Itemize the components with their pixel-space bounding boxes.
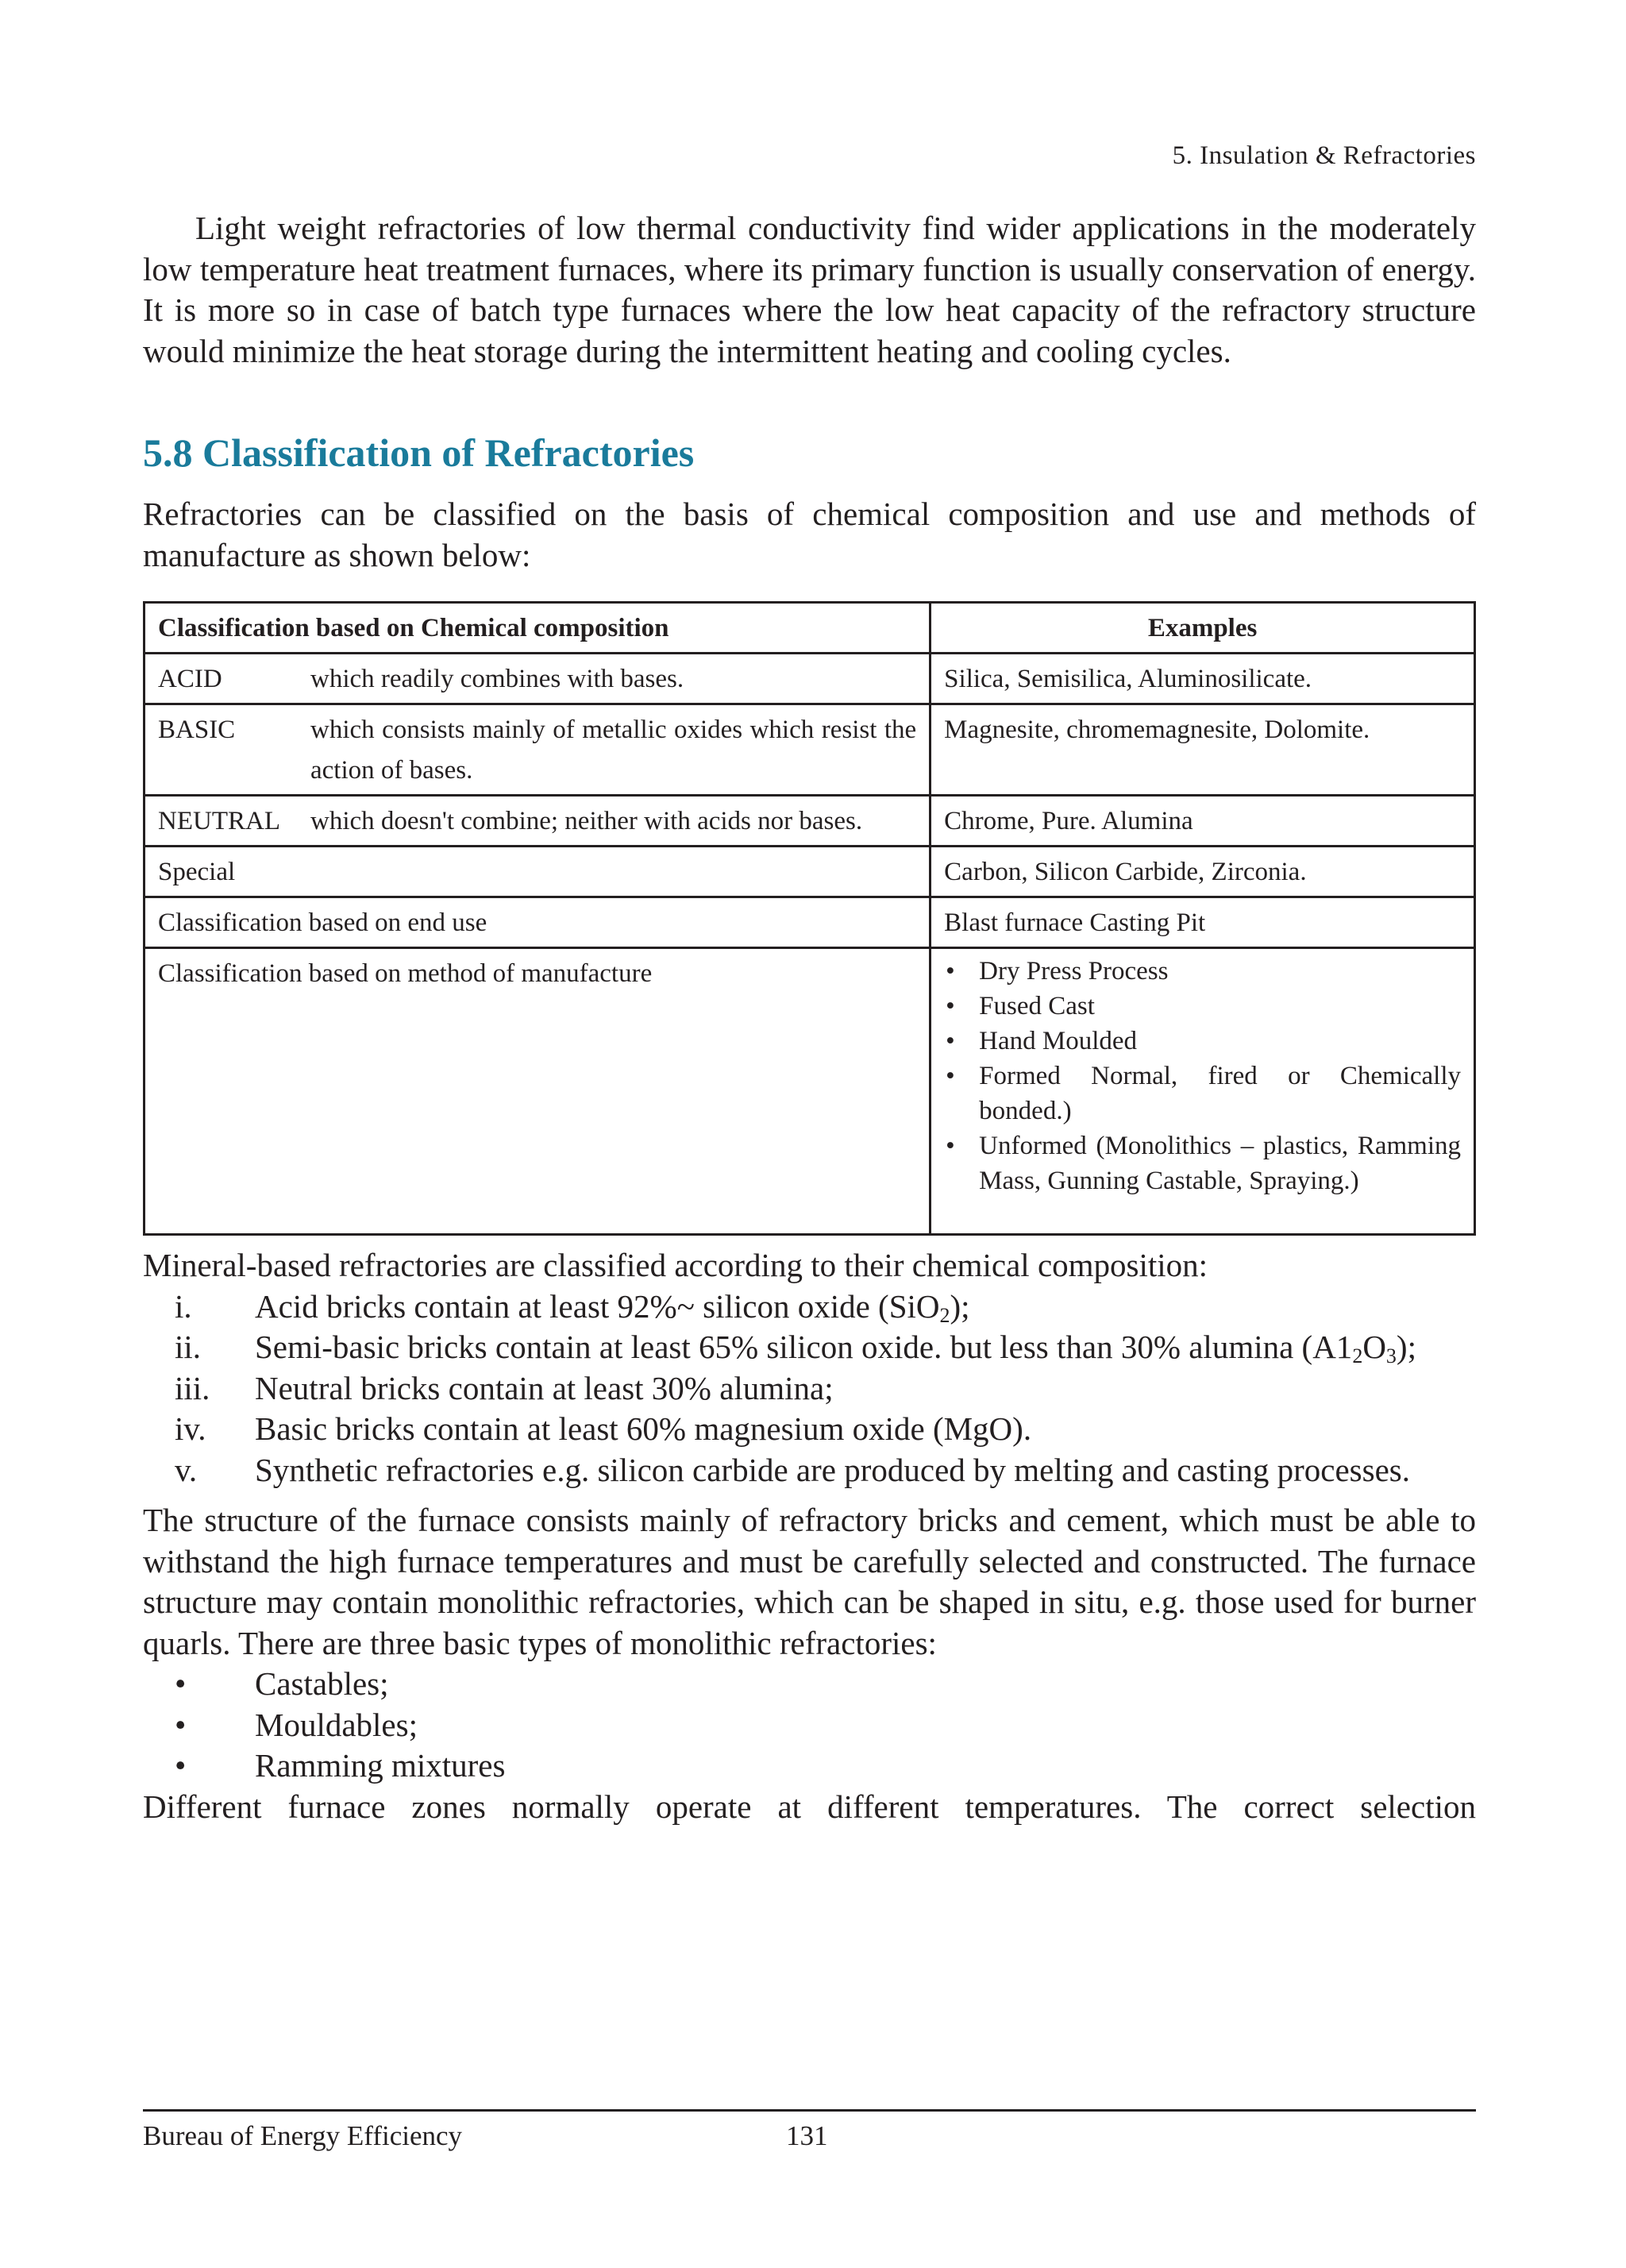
manufacture-label: Classification based on method of manufacture xyxy=(144,948,931,1235)
table-row xyxy=(144,654,1475,704)
list-item: • Castables; xyxy=(143,1664,1476,1705)
manufacture-methods-list xyxy=(944,954,1461,1230)
running-head: 5. Insulation & Refractories xyxy=(1172,141,1476,170)
bullet-icon: • xyxy=(946,992,955,1020)
table-header-row xyxy=(144,603,1475,654)
category-description: which readily combines with bases. xyxy=(310,665,684,693)
category-description xyxy=(310,852,916,893)
category-cell xyxy=(144,704,931,796)
category-name: Special xyxy=(158,858,236,886)
category-description: which consists mainly of metallic oxides which resist the action of bases. xyxy=(310,716,917,785)
category-name: NEUTRAL xyxy=(158,807,280,835)
examples-cell: Chrome, Pure. Alumina xyxy=(931,796,1475,847)
mineral-list xyxy=(143,1286,1476,1491)
bullet-icon: • xyxy=(175,1665,187,1702)
bullet-icon: • xyxy=(175,1747,187,1784)
list-item: i. Acid bricks contain at least 92%~ silicon oxide (SiO$_2$); xyxy=(175,1287,970,1327)
examples-cell: Magnesite, chromemagnesite, Dolomite. xyxy=(931,704,1475,796)
table-row xyxy=(144,847,1475,897)
examples-cell: Silica, Semisilica, Aluminosilicate. xyxy=(931,654,1475,704)
list-item: • Formed Normal, fired or Chemically bonded.) xyxy=(944,1059,1461,1128)
intro-paragraph: Light weight refractories of low thermal conductivity find wider applications in the moderately low temperature heat treatment furnaces, where its primary function is usually conservation of energy. It is more so in case of batch type furnaces where the low heat capacity of the refractory structure would minimize the heat storage during the intermittent heating and cooling cycles. xyxy=(143,210,1476,369)
bullet-icon: • xyxy=(946,957,955,986)
section-lead: Refractories can be classified on the basis of chemical composition and use and methods of manufacture as shown below: xyxy=(143,496,1476,573)
category-description: which doesn't combine; neither with acids nor bases. xyxy=(310,807,863,835)
end-use-label: Classification based on end use xyxy=(144,897,931,948)
list-item: ii. Semi-basic bricks contain at least 65% silicon oxide. but less than 30% alumina $(A1_2O_3)$; xyxy=(175,1329,1416,1367)
list-item: • Ramming mixtures xyxy=(143,1745,1476,1787)
list-item: • Dry Press Process xyxy=(944,954,1461,989)
category-name: ACID xyxy=(158,665,222,693)
category-cell xyxy=(144,847,931,897)
list-item: • Mouldables; xyxy=(143,1705,1476,1746)
category-name: BASIC xyxy=(158,716,236,744)
page-number: 131 xyxy=(786,2120,828,2151)
list-item: iii. Neutral bricks contain at least 30% alumina; xyxy=(175,1369,834,1406)
footer-publisher: Bureau of Energy Efficiency xyxy=(143,2120,463,2151)
category-cell xyxy=(144,796,931,847)
list-item: • Fused Cast xyxy=(944,989,1461,1024)
bullet-icon: • xyxy=(946,1027,955,1055)
list-item: iv. Basic bricks contain at least 60% magnesium oxide (MgO). xyxy=(175,1410,1032,1447)
table-row xyxy=(144,704,1475,796)
page-content xyxy=(143,208,1476,1827)
bullet-icon: • xyxy=(175,1706,187,1743)
bullet-icon: • xyxy=(946,1132,955,1160)
table-row-end-use xyxy=(144,897,1475,948)
examples-cell: Carbon, Silicon Carbide, Zirconia. xyxy=(931,847,1475,897)
header-classification: Classification based on Chemical composition xyxy=(144,603,931,654)
table-row xyxy=(144,796,1475,847)
bullet-icon: • xyxy=(946,1062,955,1090)
category-cell xyxy=(144,654,931,704)
structure-paragraph: The structure of the furnace consists mainly of refractory bricks and cement, which must be able to withstand the high furnace temperatures and must be carefully selected and constructed. The furnace structure may contain monolithic refractories, which can be shaped in situ, e.g. those used for burner quarls. There are three basic types of monolithic refractories: xyxy=(143,1502,1476,1661)
mineral-intro: Mineral-based refractories are classified according to their chemical composition: xyxy=(143,1247,1208,1283)
list-item: • Unformed (Monolithics – plastics, Ramming Mass, Gunning Castable, Spraying.) xyxy=(944,1128,1461,1198)
list-item: • Hand Moulded xyxy=(944,1024,1461,1059)
classification-table xyxy=(143,601,1476,1236)
closing-paragraph: Different furnace zones normally operate at different temperatures. The correct selection xyxy=(143,1788,1476,1825)
end-use-examples: Blast furnace Casting Pit xyxy=(931,897,1475,948)
header-examples: Examples xyxy=(931,603,1475,654)
section-title: 5.8 Classification of Refractories xyxy=(143,430,695,475)
footer-divider xyxy=(143,2109,1476,2112)
table-row-manufacture xyxy=(144,948,1475,1235)
monolithic-types-list xyxy=(143,1664,1476,1787)
list-item: v. Synthetic refractories e.g. silicon carbide are produced by melting and casting processes. xyxy=(175,1451,1410,1488)
manufacture-examples xyxy=(931,948,1475,1235)
